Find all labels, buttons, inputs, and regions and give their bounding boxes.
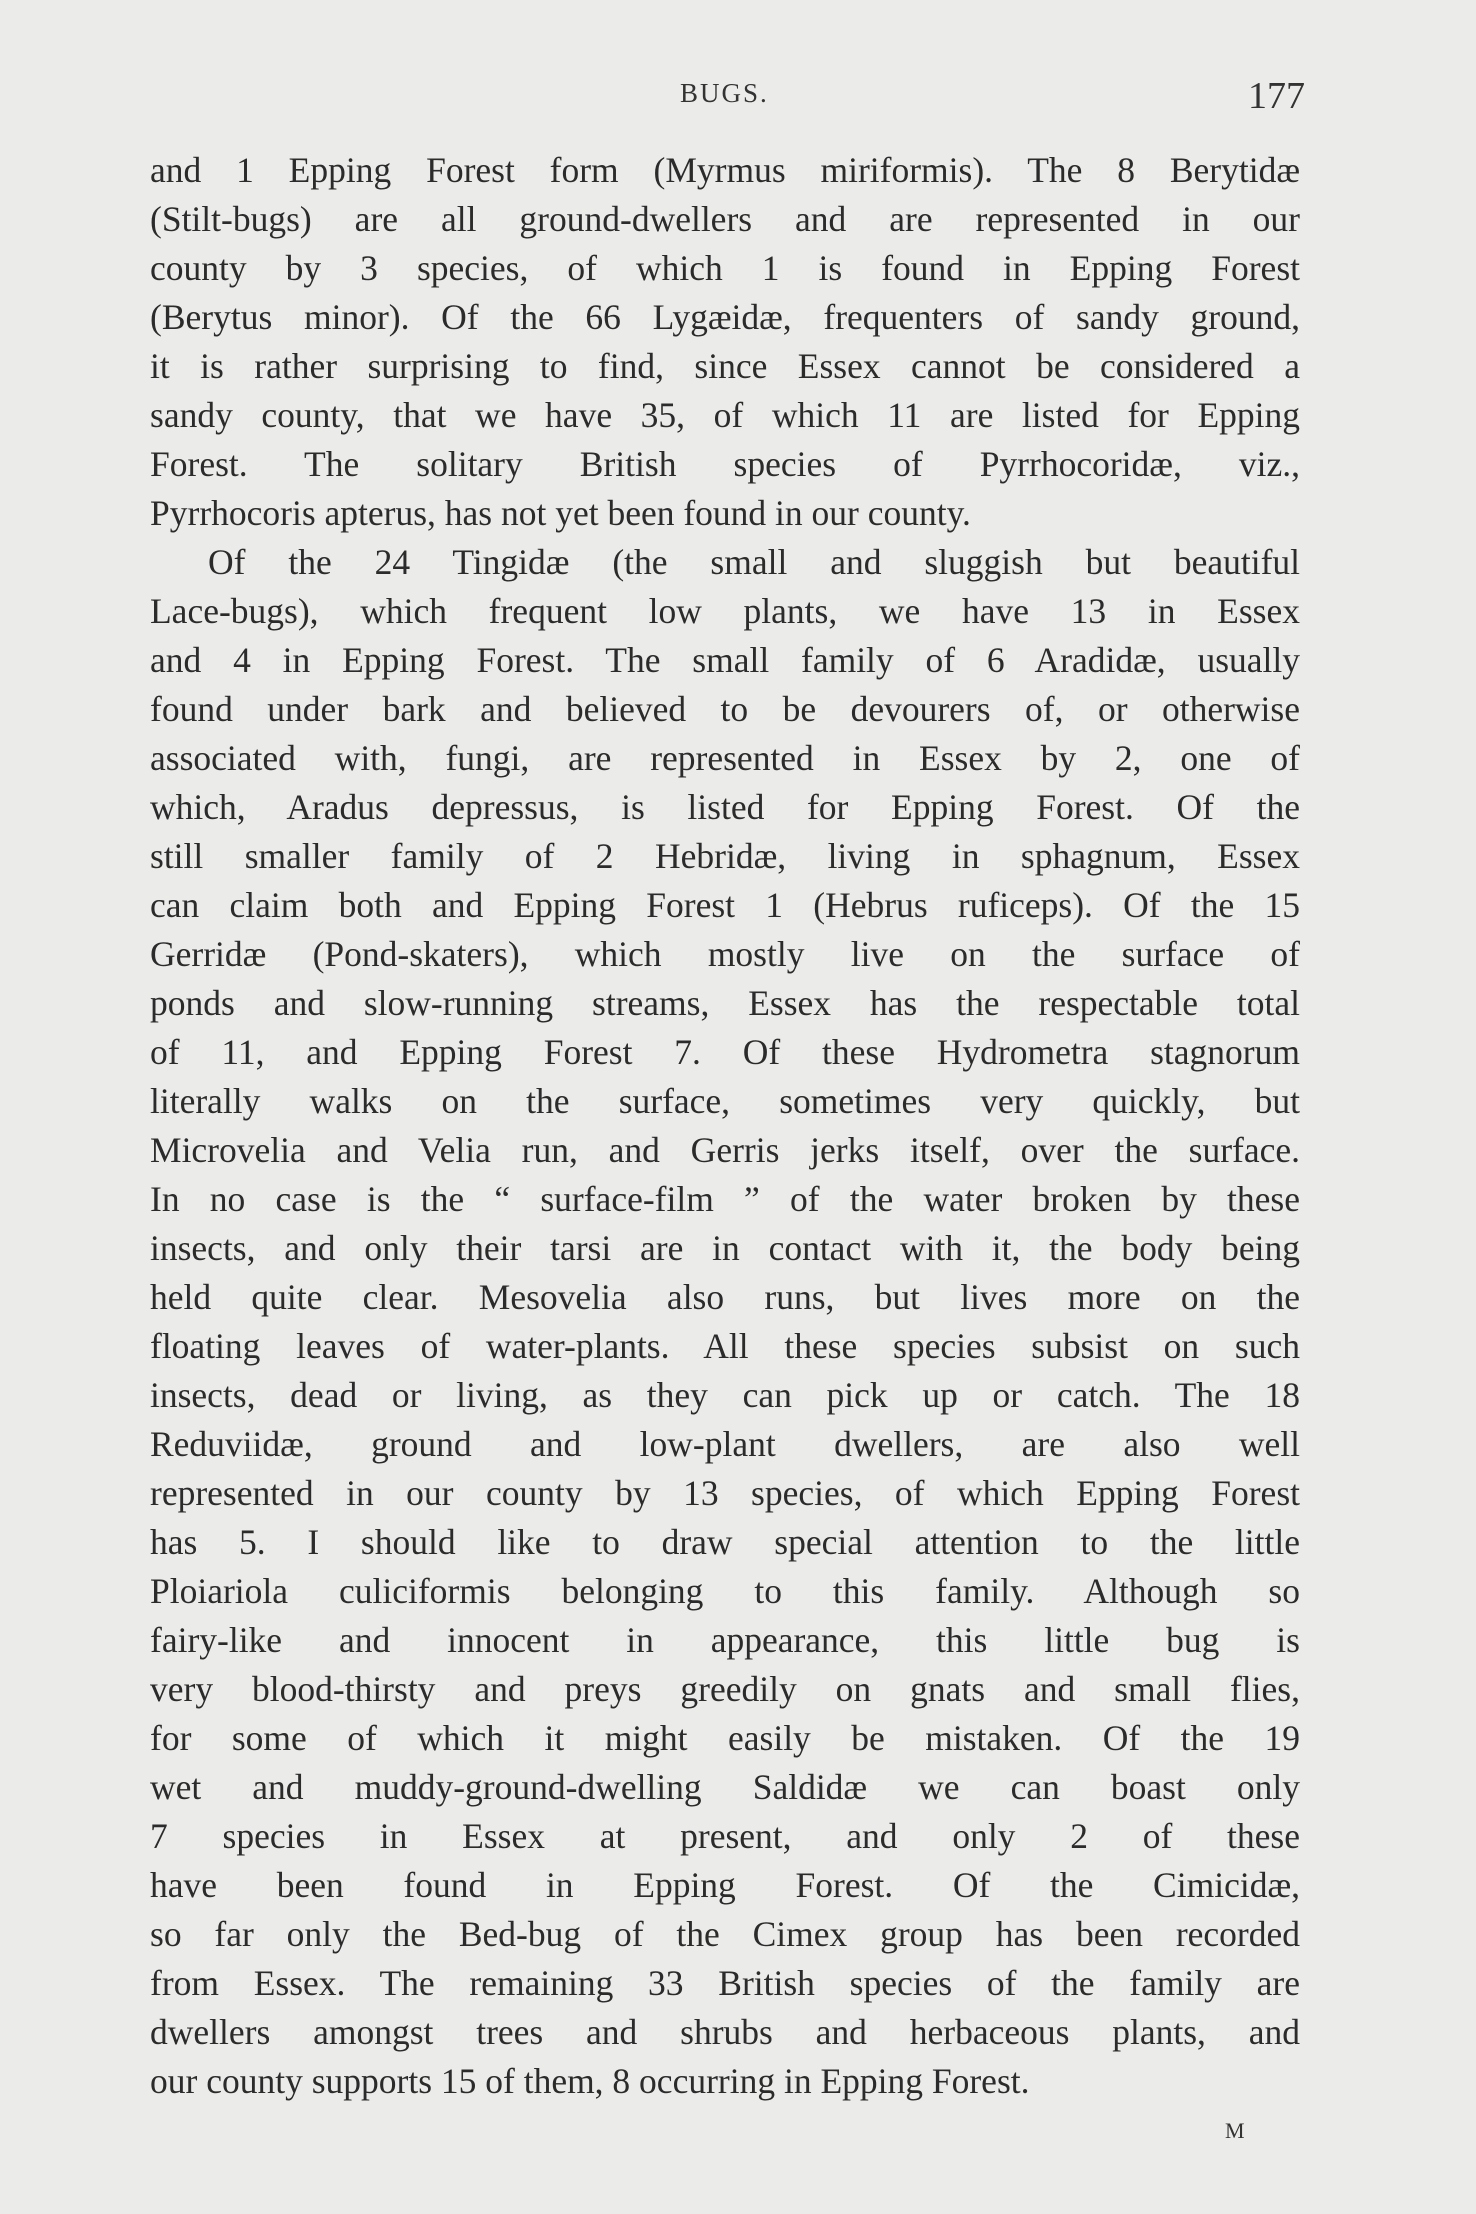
text-line: it is rather surprising to find, since Essex cannot be considered a <box>150 346 1300 386</box>
text-line: our county supports 15 of them, 8 occurring in Epping Forest. <box>150 2061 1030 2101</box>
text-line: (Berytus minor). Of the 66 Lygæidæ, frequenters of sandy ground, <box>150 297 1300 337</box>
text-line: have been found in Epping Forest. Of the Cimicidæ, <box>150 1865 1300 1905</box>
page-number: 177 <box>1248 75 1305 117</box>
text-line: which, Aradus depressus, is listed for Epping Forest. Of the <box>150 787 1300 827</box>
text-line: dwellers amongst trees and shrubs and herbaceous plants, and <box>150 2012 1300 2052</box>
text-line: still smaller family of 2 Hebridæ, living in sphagnum, Essex <box>150 836 1300 876</box>
signature-mark: M <box>1225 2118 1246 2143</box>
text-line: represented in our county by 13 species, of which Epping Forest <box>150 1473 1300 1513</box>
text-line: Gerridæ (Pond-skaters), which mostly live on the surface of <box>150 934 1300 974</box>
text-line: Reduviidæ, ground and low-plant dwellers, are also well <box>150 1424 1300 1464</box>
text-line: insects, dead or living, as they can pick up or catch. The 18 <box>150 1375 1300 1415</box>
text-line: ponds and slow-running streams, Essex has the respectable total <box>150 983 1300 1023</box>
text-line: Forest. The solitary British species of Pyrrhocoridæ, viz., <box>150 444 1300 484</box>
text-line: can claim both and Epping Forest 1 (Hebrus ruficeps). Of the 15 <box>150 885 1300 925</box>
text-line: found under bark and believed to be devourers of, or otherwise <box>150 689 1300 729</box>
text-line: Of the 24 Tingidæ (the small and sluggish but beautiful <box>208 542 1300 582</box>
text-line: insects, and only their tarsi are in contact with it, the body being <box>150 1228 1300 1268</box>
text-line: Ploiariola culiciformis belonging to this family. Although so <box>150 1571 1300 1611</box>
text-line: floating leaves of water-plants. All these species subsist on such <box>150 1326 1300 1366</box>
body-text <box>150 146 1300 2106</box>
text-line: literally walks on the surface, sometimes very quickly, but <box>150 1081 1300 1121</box>
text-line: Lace-bugs), which frequent low plants, we have 13 in Essex <box>150 591 1300 631</box>
text-line: and 4 in Epping Forest. The small family of 6 Aradidæ, usually <box>150 640 1300 680</box>
text-line: fairy-like and innocent in appearance, this little bug is <box>150 1620 1300 1660</box>
text-line: associated with, fungi, are represented in Essex by 2, one of <box>150 738 1300 778</box>
text-line: county by 3 species, of which 1 is found in Epping Forest <box>150 248 1300 288</box>
text-line: and 1 Epping Forest form (Myrmus miriformis). The 8 Berytidæ <box>150 150 1300 190</box>
text-line: very blood-thirsty and preys greedily on gnats and small flies, <box>150 1669 1300 1709</box>
text-line: In no case is the “ surface-film ” of the water broken by these <box>150 1179 1300 1219</box>
text-line: (Stilt-bugs) are all ground-dwellers and are represented in our <box>150 199 1300 239</box>
text-line: sandy county, that we have 35, of which 11 are listed for Epping <box>150 395 1300 435</box>
text-line: for some of which it might easily be mistaken. Of the 19 <box>150 1718 1300 1758</box>
text-line: so far only the Bed-bug of the Cimex group has been recorded <box>150 1914 1300 1954</box>
text-line: Pyrrhocoris apterus, has not yet been found in our county. <box>150 493 971 533</box>
text-line: has 5. I should like to draw special attention to the little <box>150 1522 1300 1562</box>
running-title: BUGS. <box>680 78 769 108</box>
text-line: Microvelia and Velia run, and Gerris jerks itself, over the surface. <box>150 1130 1300 1170</box>
running-head <box>0 75 1476 128</box>
text-line: of 11, and Epping Forest 7. Of these Hydrometra stagnorum <box>150 1032 1300 1072</box>
text-line: 7 species in Essex at present, and only 2 of these <box>150 1816 1300 1856</box>
text-line: held quite clear. Mesovelia also runs, but lives more on the <box>150 1277 1300 1317</box>
text-line: wet and muddy-ground-dwelling Saldidæ we can boast only <box>150 1767 1300 1807</box>
text-line: from Essex. The remaining 33 British species of the family are <box>150 1963 1300 2003</box>
